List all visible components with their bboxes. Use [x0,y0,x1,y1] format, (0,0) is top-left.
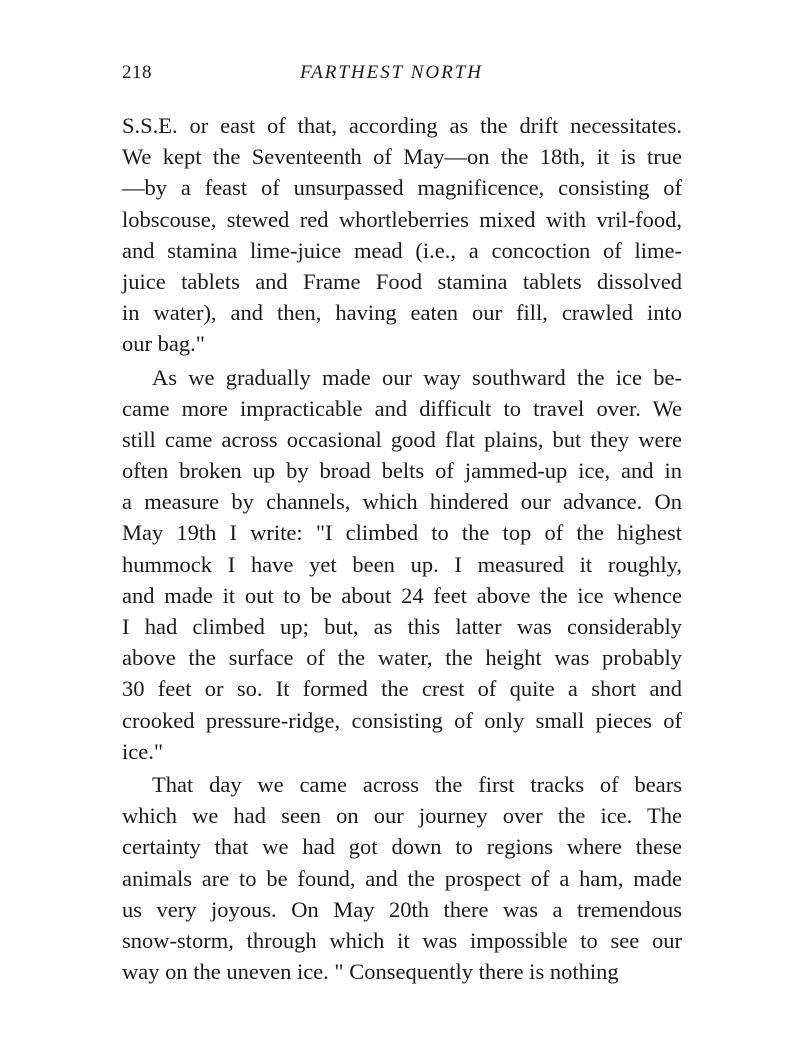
paragraph [122,362,682,767]
text-line: and stamina lime-juice mead (i.e., a concoction of lime- [122,237,682,263]
text-line: May 19th I write: "I climbed to the top of the highest [122,520,682,546]
text-line: still came across occasional good flat plains, but they were [122,426,682,452]
text-line: I had climbed up; but, as this latter was considerably [122,614,682,639]
text-line: lobscouse, stewed red whortleberries mixed with vril-food, [122,206,682,232]
running-head [122,62,682,88]
paragraph [122,110,682,360]
text-line: our bag." [122,331,205,357]
text-line: in water), and then, having eaten our fill, crawled into [122,300,682,326]
text-line: —by a feast of unsurpassed magnificence, consisting of [122,175,682,201]
text-line: often broken up by broad belts of jammed-up ice, and in [122,458,682,484]
page-number: 218 [122,62,152,83]
text-line: and made it out to be about 24 feet above the ice whence [122,582,682,608]
text-line: juice tablets and Frame Food stamina tablets dissolved [122,268,682,294]
text-line: animals are to be found, and the prospect of a ham, made [122,865,682,891]
text-line: hummock I have yet been up. I measured it roughly, [122,551,682,577]
text-line: snow-storm, through which it was impossible to see our [122,927,682,953]
text-line: certainty that we had got down to regions where these [122,834,682,860]
text-line: which we had seen on our journey over the ice. The [122,803,682,829]
text-line: came more impracticable and difficult to travel over. We [122,395,682,421]
text-line: S.S.E. or east of that, according as the drift necessitates. [122,113,682,138]
body-text [122,110,682,987]
text-line: As we gradually made our way southward the ice be- [152,364,682,390]
text-line: 30 feet or so. It formed the crest of quite a short and [122,676,682,702]
running-title: FARTHEST NORTH [300,62,484,83]
text-line: way on the uneven ice. " Consequently there is nothing [122,959,619,985]
paragraph [122,769,682,987]
text-line: a measure by channels, which hindered our advance. On [122,489,682,515]
text-line: above the surface of the water, the height was probably [122,645,682,671]
text-line: We kept the Seventeenth of May—on the 18th, it is true [122,144,682,170]
text-line: crooked pressure-ridge, consisting of only small pieces of [122,707,682,733]
text-line: That day we came across the first tracks of bears [152,771,682,797]
text-line: us very joyous. On May 20th there was a tremendous [122,896,682,922]
text-line: ice." [122,738,164,764]
